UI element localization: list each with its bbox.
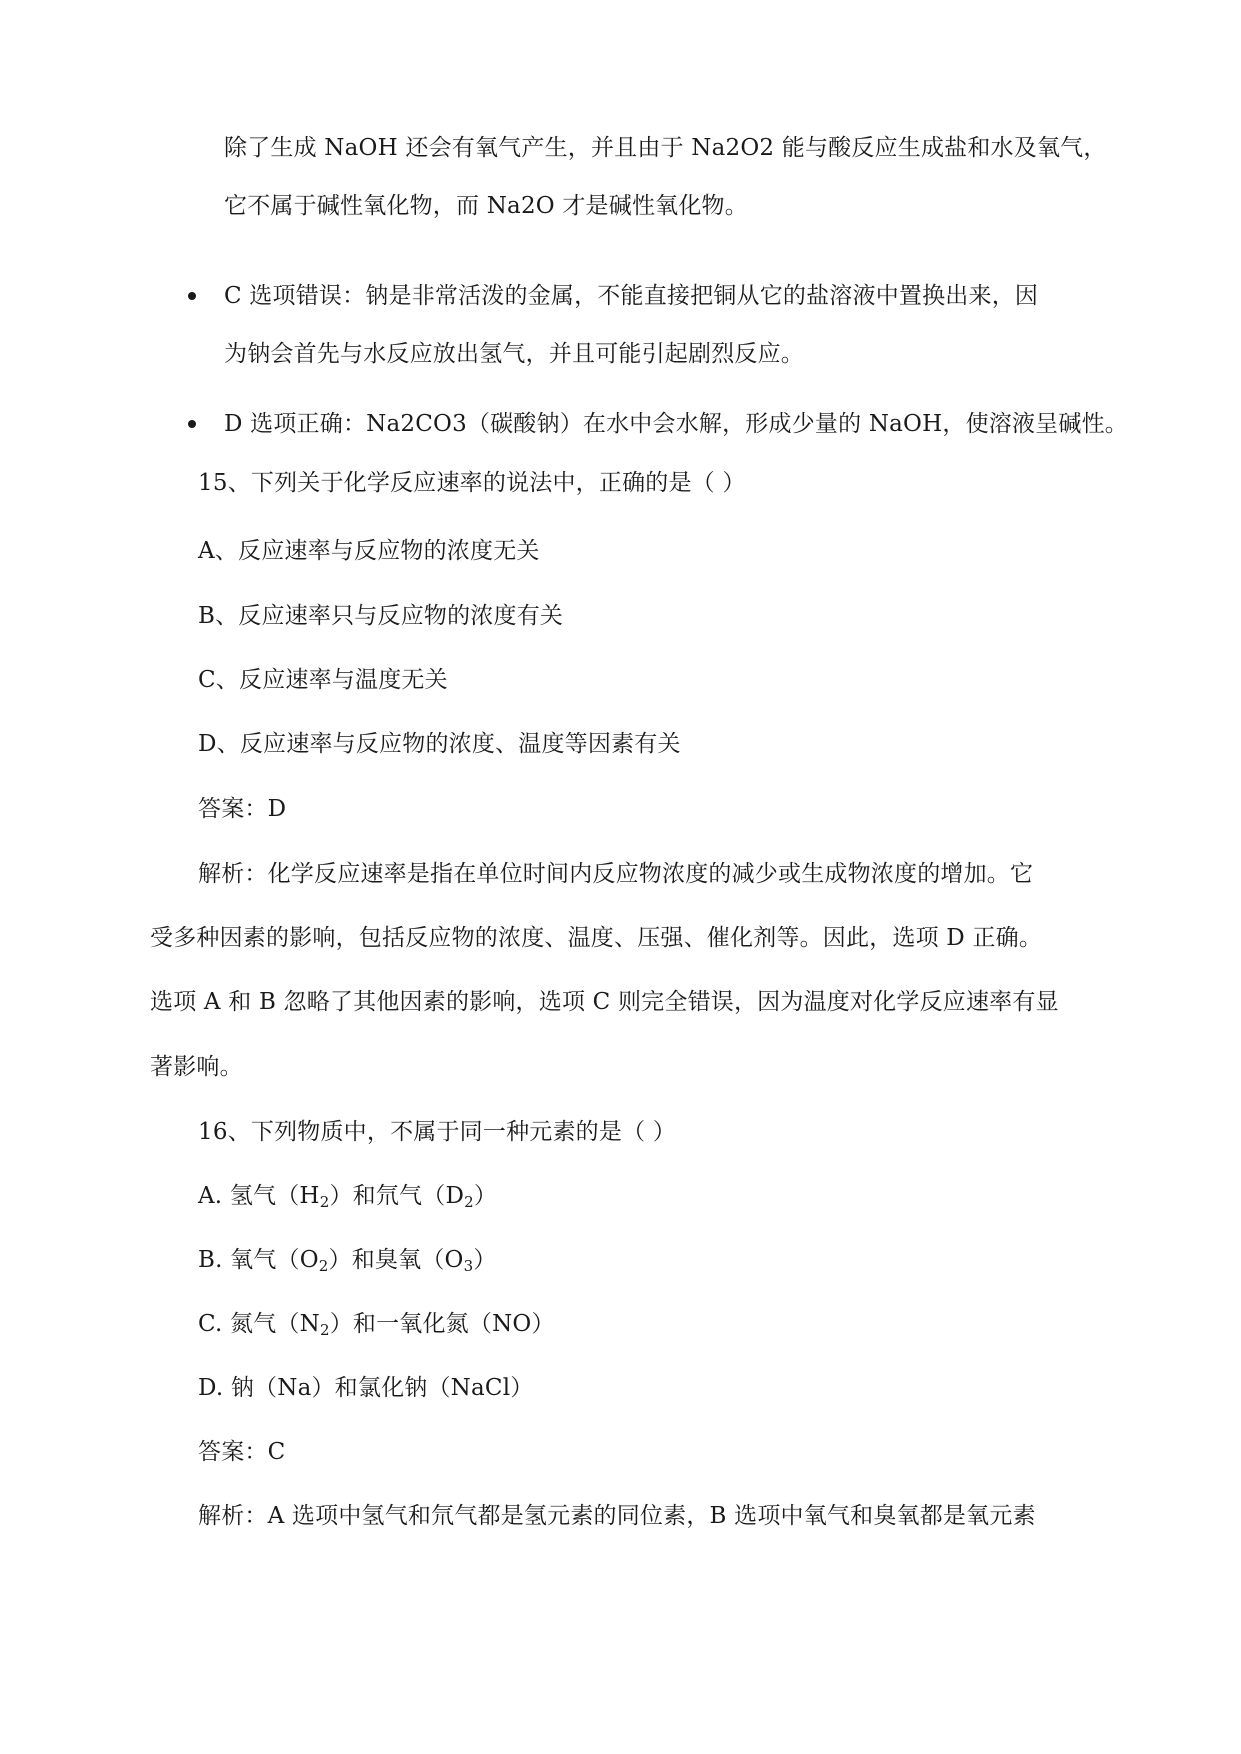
bullet-c [188,292,196,300]
q15-explanation-line3: 选项 A 和 B 忽略了其他因素的影响，选项 C 则完全错误，因为温度对化学反应速率有显 [150,989,1059,1015]
q15-stem: 15、下列关于化学反应速率的说法中，正确的是（ ） [198,470,746,496]
q16-option-b: B. 氧气$(O_2)$和臭氧$(O_3)$ [198,1247,497,1275]
q14-d-explanation-line1: D 选项正确：Na2CO3（碳酸钠）在水中会水解，形成少量的 NaOH，使溶液呈碱性。 [224,411,1128,437]
q14-b-explanation-line1: 除了生成 NaOH 还会有氧气产生，并且由于 Na2O2 能与酸反应生成盐和水及氧气， [224,135,1107,161]
bullet-d [188,420,196,428]
q16-option-c: C. 氮气$(N_2)$和一氧化氮（NO） [198,1311,555,1339]
q16-answer: 答案：C [198,1439,286,1465]
q14-b-explanation-line2: 它不属于碱性氧化物，而 Na2O 才是碱性氧化物。 [224,193,748,219]
q15-option-d: D、反应速率与反应物的浓度、温度等因素有关 [198,731,681,757]
q15-answer: 答案：D [198,796,287,822]
q15-option-b: B、反应速率只与反应物的浓度有关 [198,603,564,629]
q15-explanation-line4: 著影响。 [150,1054,243,1080]
q14-c-explanation-line1: C 选项错误：钠是非常活泼的金属，不能直接把铜从它的盐溶液中置换出来，因 [224,283,1039,309]
q15-explanation-line2: 受多种因素的影响，包括反应物的浓度、温度、压强、催化剂等。因此，选项 D 正确。 [150,925,1043,951]
q15-explanation-line1: 解析：化学反应速率是指在单位时间内反应物浓度的减少或生成物浓度的增加。它 [198,861,1034,887]
q16-option-d: D. 钠（Na）和氯化钠（NaCl） [198,1375,534,1401]
q15-option-c: C、反应速率与温度无关 [198,667,448,693]
q15-option-a: A、反应速率与反应物的浓度无关 [198,538,540,564]
q16-option-a: A. 氢气$(H_2)$和氘气$(D_2)$ [198,1183,498,1211]
q14-c-explanation-line2: 为钠会首先与水反应放出氢气，并且可能引起剧烈反应。 [224,341,804,367]
q16-stem: 16、下列物质中，不属于同一种元素的是（ ） [198,1119,676,1145]
q16-explanation-line1: 解析：A 选项中氢气和氘气都是氢元素的同位素，B 选项中氧气和臭氧都是氧元素 [198,1503,1036,1529]
